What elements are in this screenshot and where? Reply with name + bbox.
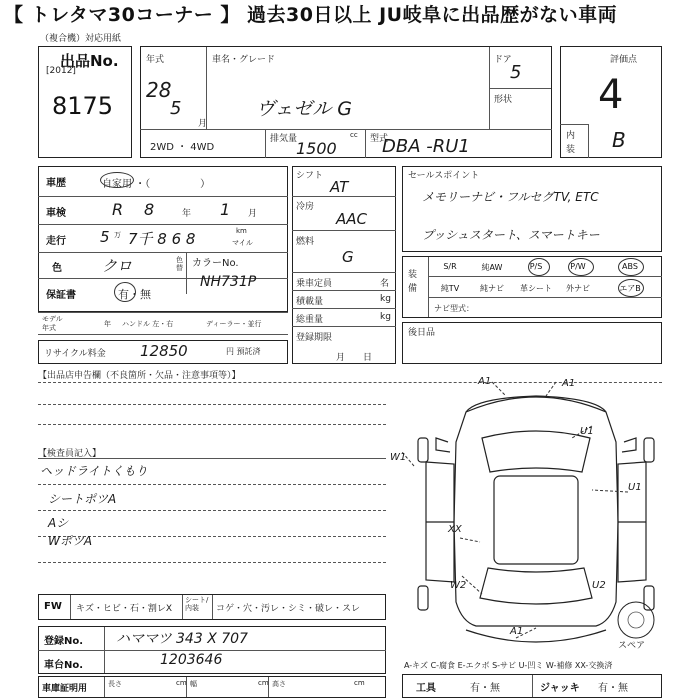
total-weight-unit: kg: [380, 312, 391, 322]
cert-height: 高さ: [272, 680, 286, 688]
equip-airbag: エアB: [619, 284, 641, 293]
jack-options: 有・無: [598, 683, 628, 694]
inspector-line-4: WポツA: [48, 534, 93, 548]
cert-length-unit: cm: [176, 679, 187, 687]
tools-label: 工具: [416, 683, 436, 694]
equip-leather: 革シート: [520, 284, 552, 293]
after-note-box: [402, 322, 662, 364]
mark-w1: W1: [390, 452, 407, 463]
mileage-mile-unit: マイル: [232, 239, 253, 247]
score-label: 評価点: [610, 55, 638, 65]
equip-ext-navi: 外ナビ: [566, 284, 590, 293]
mileage-label: 走行: [46, 236, 66, 247]
interior-value: B: [612, 128, 626, 152]
name-value: ヴェゼル G: [256, 98, 353, 120]
color-code-label: カラーNo.: [192, 258, 239, 269]
after-note-label: 後日品: [408, 328, 436, 338]
damage-row-right: コゲ・穴・汚レ・シミ・破レ・スレ: [216, 604, 361, 614]
color-change-label: 色替: [176, 256, 183, 272]
mileage-km-unit: km: [236, 227, 247, 235]
cert-label: 車庫証明用: [42, 684, 88, 694]
chassis-no-value: 1203646: [160, 652, 223, 668]
registration-date-label: 登録期限: [296, 333, 333, 343]
damage-row-left: キズ・ヒビ・石・割レX: [76, 604, 172, 614]
year-label: 年式: [146, 55, 165, 65]
cert-length: 長さ: [108, 680, 122, 688]
mark-a1-front-right: A1: [562, 378, 576, 389]
inspection-month-unit: 月: [248, 209, 258, 219]
fuel-label: 燃料: [296, 237, 315, 247]
year-value: 28: [146, 78, 172, 102]
equip-airbag-circle: [618, 279, 644, 297]
door-value: 5: [510, 62, 522, 83]
name-label: 車名・グレード: [212, 55, 276, 65]
lot-number: 8175: [52, 92, 114, 120]
door-label: ドア: [494, 55, 512, 65]
equip-tv: 純TV: [440, 284, 460, 293]
mark-a1-front-left: A1: [478, 376, 492, 387]
mark-u1-side: U1: [628, 482, 642, 493]
score-value: 4: [598, 72, 624, 118]
equip-pw-circle: [568, 258, 594, 276]
inspection-month: 1: [220, 200, 231, 219]
fuel-value: G: [342, 248, 354, 266]
inspection-era: R: [112, 200, 124, 219]
registration-date-unit: 月 日: [336, 353, 373, 363]
lot-label: 出品No.: [60, 52, 119, 70]
capacity-unit: 名: [380, 279, 390, 289]
equip-ps: P/S: [529, 262, 543, 271]
displacement-value: 1500: [296, 139, 337, 158]
color-code-value: NH731P: [200, 274, 257, 290]
equip-pw: P/W: [570, 262, 586, 271]
reg-no-value: ハママツ 343 X 707: [116, 631, 248, 647]
interior-label-1: 内: [566, 131, 576, 141]
equip-abs: ABS: [622, 262, 638, 271]
month-unit: 月: [198, 119, 208, 129]
cert-box: [38, 676, 386, 698]
mark-w2: W2: [450, 580, 467, 591]
equip-abs-circle: [618, 258, 644, 276]
equip-sr: S/R: [443, 262, 457, 271]
inspector-line-3: Aシ: [48, 516, 69, 530]
model-label: 型式: [370, 134, 389, 144]
inspector-line-1: ヘッドライトくもり: [40, 464, 148, 478]
warranty-circle: [114, 282, 136, 302]
load-unit: kg: [380, 294, 391, 304]
cert-width: 幅: [190, 680, 197, 688]
chassis-no-label: 車台No.: [44, 660, 84, 671]
recycle-unit: 円 預託済: [226, 347, 261, 356]
inspector-label: 【検査員記入】: [38, 449, 102, 459]
rear-window: [480, 568, 592, 604]
form-subtitle: （複合機）対応用紙: [40, 34, 122, 44]
drive-label: 2WD ・ 4WD: [150, 142, 215, 153]
shape-label: 形状: [494, 95, 513, 105]
car-damage-diagram: [396, 372, 676, 662]
cert-height-unit: cm: [354, 679, 365, 687]
model-year-label-1: モデル: [42, 315, 63, 323]
dealer-options: ディーラー・並行: [206, 320, 262, 328]
model-year-unit: 年: [104, 320, 111, 328]
lot-year-tag: [2012]: [46, 66, 76, 76]
tools-options: 有・無: [470, 683, 500, 694]
inspection-year: 8: [144, 200, 155, 219]
color-value: クロ: [102, 257, 133, 275]
warranty-options: 有・無: [118, 288, 151, 301]
displacement-unit: cc: [350, 131, 358, 139]
sales-point-line-1: メモリーナビ・フルセグTV, ETC: [422, 190, 599, 204]
spare-label: スペア: [618, 641, 646, 651]
front-bumper: [466, 397, 606, 412]
jack-label: ジャッキ: [540, 683, 580, 694]
mileage-value: 7千 8 6 8: [128, 230, 196, 248]
displacement-label: 排気量: [270, 134, 298, 144]
damage-row-label: FW: [44, 601, 62, 612]
model-year-label-2: 年式: [42, 324, 56, 332]
damage-legend: A-キズ C-腐食 E-エクボ S-サビ U-凹ミ W-補修 XX-交換済: [404, 661, 613, 670]
mark-xx: XX: [448, 524, 462, 535]
recycle-value: 12850: [140, 342, 188, 360]
mark-a1-rear: A1: [510, 626, 524, 637]
mark-u1-right: U1: [580, 426, 594, 437]
interior-label-2: 装: [566, 145, 576, 155]
history-value: 自家用 ・（ ）: [102, 179, 211, 190]
inspection-label: 車検: [46, 208, 66, 219]
reg-no-label: 登録No.: [44, 636, 84, 647]
color-label: 色: [52, 263, 62, 274]
inspection-year-unit: 年: [182, 209, 192, 219]
load-label: 積載量: [296, 297, 324, 307]
handle-options: ハンドル 左・右: [122, 320, 174, 328]
mileage-man: 5: [100, 228, 110, 246]
sales-point-label: セールスポイント: [408, 171, 480, 181]
shift-label: シフト: [296, 171, 324, 181]
month-value: 5: [170, 98, 182, 119]
shift-value: AT: [330, 178, 349, 196]
damage-row-sheet-label: シート/内装: [185, 596, 209, 612]
navi-model-label: ナビ型式：: [434, 304, 474, 313]
sales-point-line-2: プッシュスタート、スマートキー: [422, 228, 600, 242]
aircon-label: 冷房: [296, 202, 315, 212]
equipment-label: 装備: [408, 270, 418, 294]
capacity-label: 乗車定員: [296, 279, 333, 289]
equip-aw: 純AW: [481, 263, 503, 272]
rear-bumper: [466, 630, 606, 642]
model-value: DBA -RU1: [382, 136, 470, 157]
history-label: 車歴: [46, 178, 66, 189]
recycle-label: リサイクル料金: [44, 349, 106, 359]
banner-title: 【 トレタマ30コーナー 】 過去30日以上 JU岐阜に出品歴がない車両: [0, 0, 700, 28]
mileage-man-unit: 万: [114, 231, 121, 239]
roof: [494, 476, 578, 564]
equip-ps-circle: [528, 258, 550, 276]
total-weight-label: 総重量: [296, 315, 324, 325]
mark-u2: U2: [592, 580, 606, 591]
cert-width-unit: cm: [258, 679, 269, 687]
history-circle: [100, 172, 134, 188]
spare-tire: [618, 602, 654, 638]
aircon-value: AAC: [336, 210, 367, 228]
declaration-label: 【出品店申告欄（不良箇所・欠品・注意事項等）】: [38, 371, 241, 381]
inspector-line-2: シートポツA: [48, 492, 117, 506]
equip-navi: 純ナビ: [480, 284, 504, 293]
warranty-label: 保証書: [46, 290, 76, 301]
